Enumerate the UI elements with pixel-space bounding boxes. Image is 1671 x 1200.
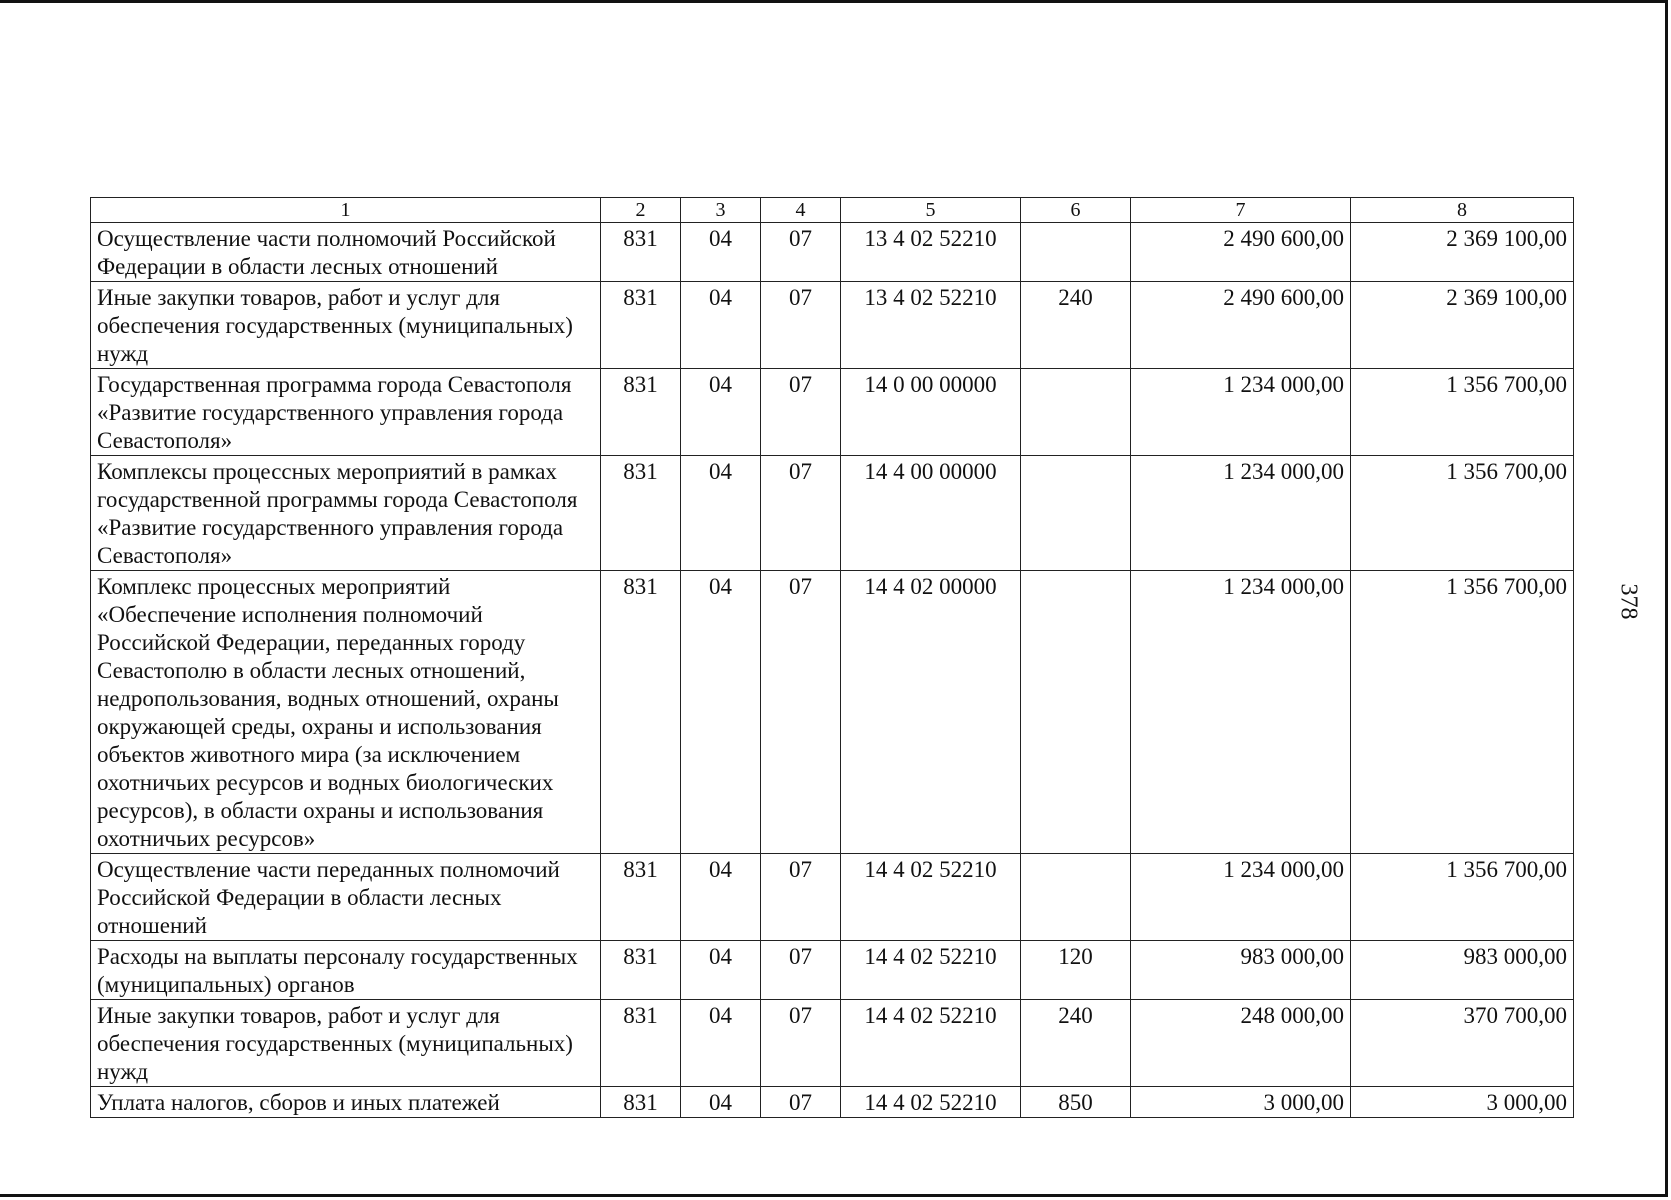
row-col5: 14 4 00 00000 [841,456,1021,571]
row-col7: 3 000,00 [1131,1087,1351,1118]
row-col6: 240 [1021,1000,1131,1087]
header-cell-8: 8 [1351,198,1574,223]
table-row [91,369,1574,456]
row-col3: 04 [681,282,761,369]
row-name: Уплата налогов, сборов и иных платежей [91,1087,601,1118]
table-row [91,854,1574,941]
row-col2: 831 [601,1087,681,1118]
row-col2: 831 [601,571,681,854]
row-col4: 07 [761,1087,841,1118]
table-row [91,941,1574,1000]
row-col7: 1 234 000,00 [1131,369,1351,456]
row-col3: 04 [681,223,761,282]
row-col7: 2 490 600,00 [1131,223,1351,282]
row-col2: 831 [601,369,681,456]
table-row [91,456,1574,571]
header-cell-5: 5 [841,198,1021,223]
row-col4: 07 [761,369,841,456]
row-col3: 04 [681,571,761,854]
row-col5: 14 4 02 52210 [841,941,1021,1000]
table-row [91,571,1574,854]
header-cell-6: 6 [1021,198,1131,223]
row-col8: 1 356 700,00 [1351,854,1574,941]
row-col3: 04 [681,1087,761,1118]
row-col5: 13 4 02 52210 [841,223,1021,282]
table-row [91,282,1574,369]
budget-table [90,197,1574,1118]
row-col3: 04 [681,1000,761,1087]
row-col4: 07 [761,1000,841,1087]
row-col2: 831 [601,941,681,1000]
header-cell-1: 1 [91,198,601,223]
row-col2: 831 [601,456,681,571]
row-col6 [1021,854,1131,941]
row-col4: 07 [761,456,841,571]
row-name: Государственная программа города Севастополя «Развитие государственного управления города Севастополя» [91,369,601,456]
row-col7: 2 490 600,00 [1131,282,1351,369]
row-col6: 850 [1021,1087,1131,1118]
row-col8: 2 369 100,00 [1351,223,1574,282]
row-col6: 120 [1021,941,1131,1000]
table-row [91,1087,1574,1118]
row-col8: 1 356 700,00 [1351,456,1574,571]
row-col8: 370 700,00 [1351,1000,1574,1087]
row-col5: 14 4 02 00000 [841,571,1021,854]
header-cell-7: 7 [1131,198,1351,223]
row-col3: 04 [681,854,761,941]
header-cell-3: 3 [681,198,761,223]
row-col7: 248 000,00 [1131,1000,1351,1087]
row-col2: 831 [601,282,681,369]
row-col4: 07 [761,571,841,854]
row-name: Осуществление части полномочий Российской Федерации в области лесных отношений [91,223,601,282]
row-col5: 14 4 02 52210 [841,1087,1021,1118]
row-col6: 240 [1021,282,1131,369]
row-col6 [1021,456,1131,571]
row-col4: 07 [761,223,841,282]
row-col4: 07 [761,282,841,369]
row-name: Комплекс процессных мероприятий «Обеспечение исполнения полномочий Российской Федерации, переданных городу Севастополю в области лесных отношений, недропользования, водных отношений, охраны окружающей среды, охраны и использования объектов животного мира (за исключением охотничьих ресурсов и водных биологических ресурсов), в области охраны и использования охотничьих ресурсов» [91,571,601,854]
header-cell-2: 2 [601,198,681,223]
row-col5: 14 4 02 52210 [841,1000,1021,1087]
row-name: Осуществление части переданных полномочий Российской Федерации в области лесных отношений [91,854,601,941]
row-col2: 831 [601,223,681,282]
table-row [91,223,1574,282]
row-name: Иные закупки товаров, работ и услуг для обеспечения государственных (муниципальных) нужд [91,1000,601,1087]
row-col6 [1021,369,1131,456]
row-col4: 07 [761,941,841,1000]
row-name: Комплексы процессных мероприятий в рамках государственной программы города Севастополя «Развитие государственного управления города Севастополя» [91,456,601,571]
header-cell-4: 4 [761,198,841,223]
row-col8: 1 356 700,00 [1351,369,1574,456]
row-col4: 07 [761,854,841,941]
row-col8: 983 000,00 [1351,941,1574,1000]
row-col5: 14 0 00 00000 [841,369,1021,456]
row-col7: 1 234 000,00 [1131,571,1351,854]
row-col3: 04 [681,941,761,1000]
page-number: 378 [1615,583,1642,620]
row-col3: 04 [681,456,761,571]
row-col7: 1 234 000,00 [1131,854,1351,941]
row-col7: 1 234 000,00 [1131,456,1351,571]
table-row [91,1000,1574,1087]
row-col8: 1 356 700,00 [1351,571,1574,854]
row-col6 [1021,223,1131,282]
row-col5: 14 4 02 52210 [841,854,1021,941]
row-col2: 831 [601,854,681,941]
row-col3: 04 [681,369,761,456]
row-name: Иные закупки товаров, работ и услуг для обеспечения государственных (муниципальных) нужд [91,282,601,369]
row-name: Расходы на выплаты персоналу государственных (муниципальных) органов [91,941,601,1000]
row-col8: 3 000,00 [1351,1087,1574,1118]
row-col6 [1021,571,1131,854]
row-col8: 2 369 100,00 [1351,282,1574,369]
header-row [91,198,1574,223]
row-col5: 13 4 02 52210 [841,282,1021,369]
row-col2: 831 [601,1000,681,1087]
row-col7: 983 000,00 [1131,941,1351,1000]
